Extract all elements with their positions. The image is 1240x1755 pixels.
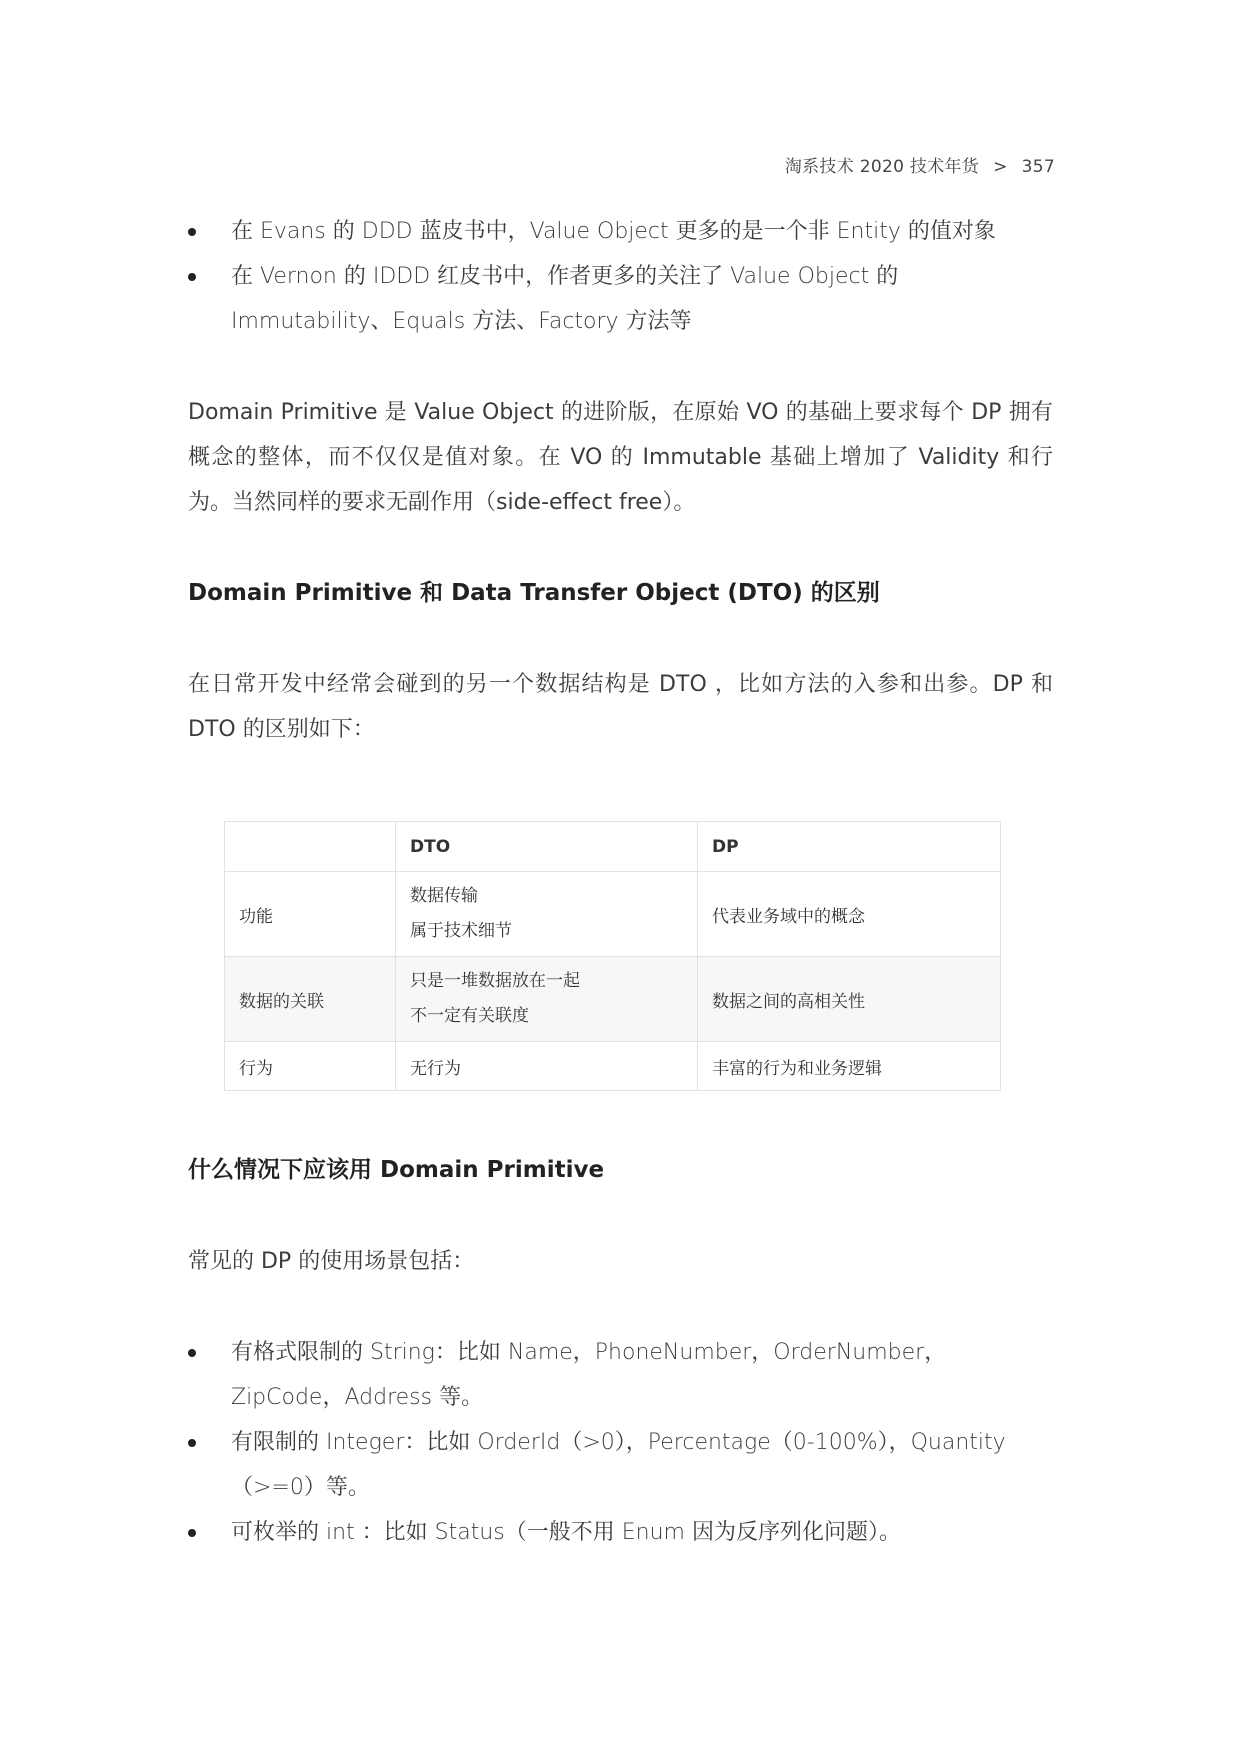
row-label: 数据的关联 [225,957,396,1042]
bullet-icon [188,1439,196,1447]
row-label: 功能 [225,872,396,957]
dto-cell: 无行为 [396,1042,698,1091]
dto-cell [396,872,698,957]
list-item-text: 在 Vernon 的 IDDD 红皮书中，作者更多的关注了 Value Object 的 Immutability、Equals 方法、Factory 方法等 [231,264,899,334]
table-header-empty [225,822,396,872]
list-item [188,254,1053,344]
list-item-text: 有格式限制的 String：比如 Name，PhoneNumber，OrderNumber，ZipCode，Address 等。 [231,1340,947,1410]
header-separator: > [993,157,1008,177]
scenarios-paragraph-block [188,1239,1053,1284]
list-item [188,209,1053,254]
dto-cell-line: 只是一堆数据放在一起 [410,971,580,991]
dto-paragraph: 在日常开发中经常会碰到的另一个数据结构是 DTO ，比如方法的入参和出参。DP 和 DTO 的区别如下： [188,672,1053,742]
dp-cell: 代表业务域中的概念 [698,872,1001,957]
bullet-icon [188,1529,196,1537]
row-label: 行为 [225,1042,396,1091]
dp-paragraph: Domain Primitive 是 Value Object 的进阶版，在原始 VO 的基础上要求每个 DP 拥有概念的整体，而不仅仅是值对象。在 VO 的 Immutable 基础上增加了 Validity 和行为。当然同样的要求无副作用（side-effect free）。 [188,400,1053,515]
list-item-text: 在 Evans 的 DDD 蓝皮书中，Value Object 更多的是一个非 Entity 的值对象 [231,219,996,244]
bullet-icon [188,228,196,236]
top-bullet-list [188,209,1053,344]
page-number: 357 [1021,157,1055,177]
bullet-icon [188,1349,196,1357]
table-row [225,957,1001,1042]
dp-paragraph-block [188,390,1053,525]
comparison-table [224,821,1001,1091]
dp-cell: 数据之间的高相关性 [698,957,1001,1042]
list-item [188,1510,1053,1555]
table-row [225,1042,1001,1091]
list-item-text: 可枚举的 int ：比如 Status（一般不用 Enum 因为反序列化问题）。 [231,1520,901,1545]
bottom-bullet-list [188,1330,1053,1555]
header-title: 淘系技术 2020 技术年货 [784,157,980,177]
dto-paragraph-block [188,662,1053,752]
section-heading-when: 什么情况下应该用 Domain Primitive [188,1157,605,1183]
table-header-dto: DTO [396,822,698,872]
dto-cell [396,957,698,1042]
list-item-text: 有限制的 Integer：比如 OrderId（>0），Percentage（0-100%），Quantity（>=0）等。 [231,1430,1006,1500]
running-header [785,152,1055,177]
scenarios-paragraph: 常见的 DP 的使用场景包括： [188,1249,475,1274]
when-heading-block [188,1148,1053,1193]
diff-heading-block [188,571,1053,616]
table-row [225,872,1001,957]
dto-cell-line: 不一定有关联度 [410,1006,529,1026]
bullet-icon [188,273,196,281]
list-item [188,1330,1053,1420]
dp-cell: 丰富的行为和业务逻辑 [698,1042,1001,1091]
dto-cell-line: 数据传输 [410,886,478,906]
dto-cell-line: 属于技术细节 [410,921,512,941]
table-header-dp: DP [698,822,1001,872]
section-heading-diff: Domain Primitive 和 Data Transfer Object (DTO) 的区别 [188,580,880,606]
list-item [188,1420,1053,1510]
